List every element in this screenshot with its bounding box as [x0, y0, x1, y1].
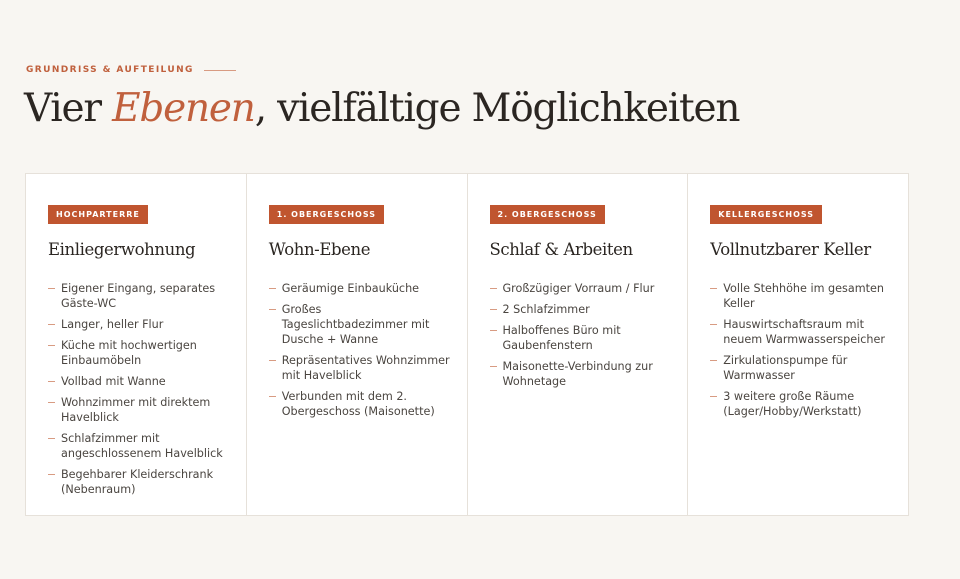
section-eyebrow [26, 65, 236, 75]
feature-item: Küche mit hochwertigen Einbaumöbeln [48, 338, 230, 368]
feature-item: Zirkulationspumpe für Warmwasser [710, 353, 892, 383]
feature-item: Großes Tageslichtbadezimmer mit Dusche + Wanne [269, 302, 451, 347]
title-before: Vier [24, 86, 113, 131]
floor-card-obergeschoss-2 [468, 174, 689, 515]
floor-badge: 2. OBERGESCHOSS [490, 205, 605, 224]
eyebrow-label: GRUNDRISS & AUFTEILUNG [26, 65, 194, 75]
floor-title: Schlaf & Arbeiten [489, 240, 633, 259]
feature-item: Volle Stehhöhe im gesamten Keller [710, 281, 892, 311]
feature-item: Halboffenes Büro mit Gaubenfenstern [490, 323, 672, 353]
floor-badge: KELLERGESCHOSS [710, 205, 822, 224]
feature-item: Wohnzimmer mit direktem Havelblick [48, 395, 230, 425]
section-title [24, 86, 739, 131]
feature-item: Eigener Eingang, separates Gäste-WC [48, 281, 230, 311]
feature-item: Maisonette-Verbindung zur Wohnetage [490, 359, 672, 389]
floor-cards-grid [25, 173, 909, 516]
eyebrow-divider [204, 70, 236, 71]
feature-item: Vollbad mit Wanne [48, 374, 230, 389]
feature-item: 3 weitere große Räume (Lager/Hobby/Werkstatt) [710, 389, 892, 419]
floor-card-hochparterre [26, 174, 247, 515]
floor-title: Wohn-Ebene [268, 240, 371, 259]
feature-item: Großzügiger Vorraum / Flur [490, 281, 672, 296]
floor-title: Vollnutzbarer Keller [710, 240, 871, 259]
floor-card-obergeschoss-1 [247, 174, 468, 515]
feature-item: Verbunden mit dem 2. Obergeschoss (Maisonette) [269, 389, 451, 419]
feature-item: 2 Schlafzimmer [490, 302, 672, 317]
floor-badge: 1. OBERGESCHOSS [269, 205, 384, 224]
feature-item: Geräumige Einbauküche [269, 281, 451, 296]
feature-list [48, 281, 230, 497]
feature-item: Hauswirtschaftsraum mit neuem Warmwasserspeicher [710, 317, 892, 347]
feature-item: Langer, heller Flur [48, 317, 230, 332]
feature-item: Schlafzimmer mit angeschlossenem Havelblick [48, 431, 230, 461]
feature-item: Repräsentatives Wohnzimmer mit Havelblick [269, 353, 451, 383]
floor-badge: HOCHPARTERRE [48, 205, 148, 224]
feature-item: Begehbarer Kleiderschrank (Nebenraum) [48, 467, 230, 497]
title-after: , vielfältige Möglichkeiten [254, 86, 740, 131]
floor-title: Einliegerwohnung [48, 240, 196, 259]
feature-list [269, 281, 451, 419]
feature-list [710, 281, 892, 419]
feature-list [490, 281, 672, 389]
floor-card-kellergeschoss [688, 174, 908, 515]
title-accent: Ebenen [112, 86, 255, 131]
